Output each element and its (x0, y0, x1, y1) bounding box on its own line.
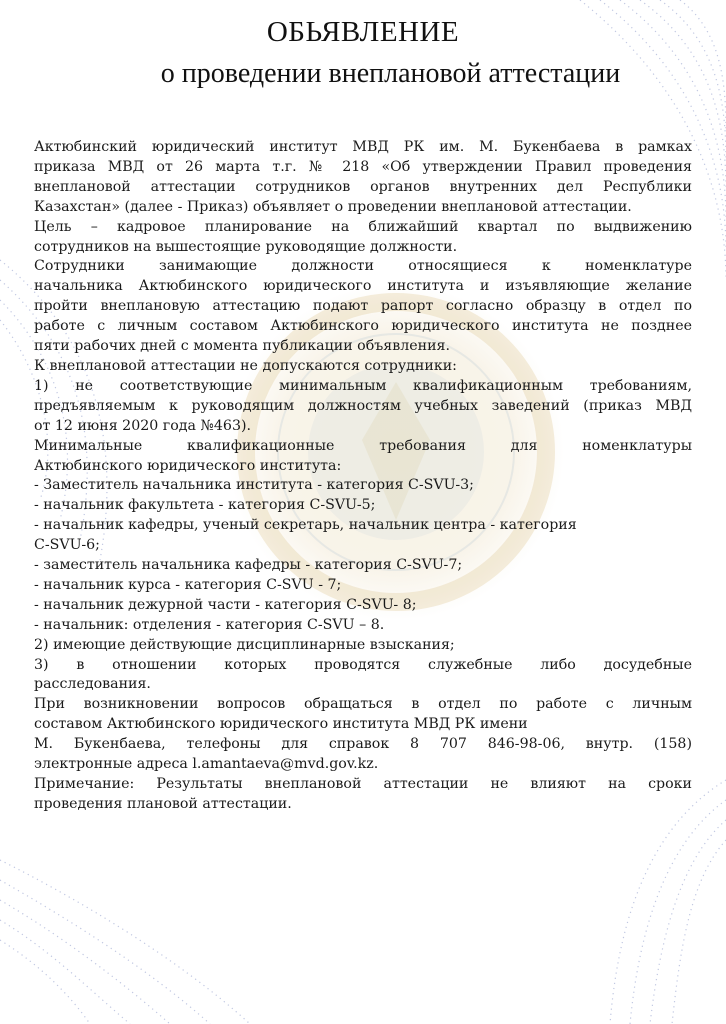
item-3-line: расследования. (34, 676, 151, 693)
category-item: - начальник дежурной части - категория C-SVU- 8; (34, 596, 417, 613)
goal-line: Цель – кадровое планирование на ближайший квартал по выдвижению (34, 218, 692, 235)
category-item: - начальник: отделения - категория C-SVU – 8. (34, 616, 385, 633)
announcement-title: ОБЬЯВЛЕНИЕ (266, 16, 460, 48)
staff-line: пройти внеплановую аттестацию подают рапорт согласно образцу в отдел по (34, 298, 692, 315)
intro-line: Казахстан» (далее - Приказ) объявляет о проведении внеплановой аттестации. (34, 198, 632, 215)
min-req-line: Актюбинского юридического института: (34, 457, 342, 474)
category-item: - начальник курса - категория C-SVU - 7; (34, 576, 342, 593)
category-item: - начальник кафедры, ученый секретарь, начальник центра - категория (34, 517, 577, 534)
contact-line: М. Букенбаева, телефоны для справок 8 707 846-98-06, внутр. (158) (34, 736, 692, 753)
contact-line: электронные адреса l.amantaeva@mvd.gov.kz. (34, 756, 379, 773)
staff-line: Сотрудники занимающие должности относящиеся к номенклатуре (34, 258, 692, 275)
item-1-line: от 12 июня 2020 года №463). (34, 417, 252, 434)
category-item: - начальник факультета - категория C-SVU-5; (34, 497, 376, 514)
item-1-line: предъявляемым к руководящим должностям учебных заведений (приказ МВД (34, 397, 692, 414)
contact-line: При возникновении вопросов обращаться в отдел по работе с личным (34, 696, 692, 713)
intro-line: Актюбинский юридический институт МВД РК им. М. Букенбаева в рамках (34, 139, 692, 155)
announcement-body (34, 138, 692, 815)
note-line: Примечание: Результаты внеплановой аттестации не влияют на сроки (34, 776, 692, 792)
announcement-subtitle: о проведении внеплановой аттестации (160, 58, 621, 89)
goal-line: сотрудников на вышестоящие руководящие должности. (34, 238, 458, 255)
min-req-line: Минимальные квалификационные требования для номенклатуры (34, 437, 692, 454)
not-allowed-heading: К внеплановой аттестации не допускаются сотрудники: (34, 357, 457, 374)
category-item: - заместитель начальника кафедры - категория C-SVU-7; (34, 557, 463, 574)
category-item: C-SVU-6; (34, 537, 100, 554)
note-line: проведения плановой аттестации. (34, 795, 292, 812)
contact-line: составом Актюбинского юридического института МВД РК имени (34, 716, 528, 733)
staff-line: работе с личным составом Актюбинского юридического института не позднее (34, 318, 692, 335)
category-item: - Заместитель начальника института - категория C-SVU-3; (34, 477, 474, 494)
intro-line: внеплановой аттестации сотрудников органов внутренних дел Республики (34, 178, 692, 195)
staff-line: пяти рабочих дней с момента публикации объявления. (34, 338, 450, 355)
item-2: 2) имеющие действующие дисциплинарные взыскания; (34, 636, 455, 653)
intro-line: приказа МВД от 26 марта т.г. № 218 «Об утверждении Правил проведения (34, 158, 692, 175)
item-1-line: 1) не соответствующие минимальным квалификационным требованиям, (34, 377, 692, 394)
staff-line: начальника Актюбинского юридического института и изъявляющие желание (34, 278, 692, 295)
item-3-line: 3) в отношении которых проводятся служебные либо досудебные (34, 656, 692, 673)
